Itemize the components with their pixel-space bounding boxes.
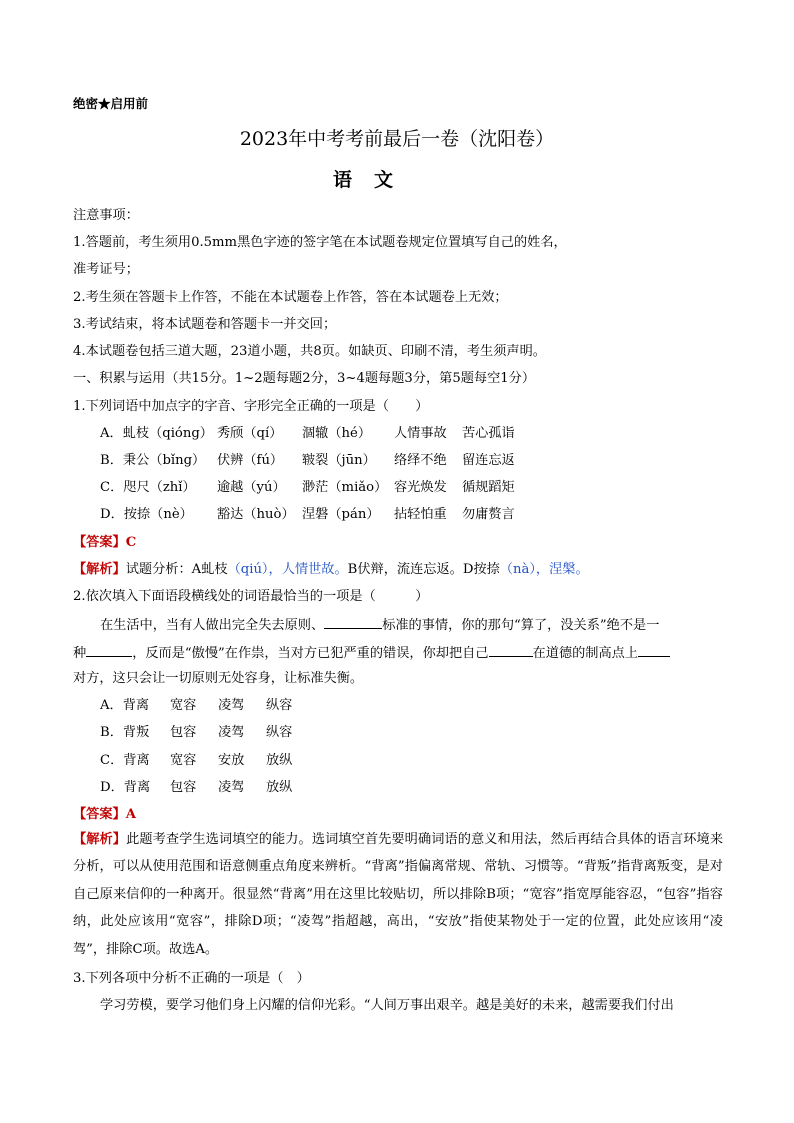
option-cell: 宽容: [170, 698, 197, 713]
fill-blank: [324, 614, 382, 629]
question-1-option-a: [100, 424, 515, 444]
option-cell: A．背离: [100, 698, 150, 713]
fill-blank: [638, 642, 670, 657]
option-cell: A．虬枝（qióng）: [100, 426, 213, 441]
question-2-option-a: [100, 696, 292, 716]
option-cell: 苦心孤诣: [462, 426, 515, 441]
option-cell: 逾越（yú）: [217, 480, 286, 495]
passage-text: 标准的事情，你的那句“算了，没关系”绝不是一: [382, 618, 660, 633]
analysis-tag: 【解析】: [73, 562, 126, 577]
option-cell: 人情事故: [394, 426, 447, 441]
analysis-text: B伏辩，流连忘返。D按捺: [347, 562, 500, 577]
answer-tag: 【答案】: [73, 807, 126, 822]
analysis-text: （qiú），人情世故。: [227, 562, 348, 577]
option-cell: 放纵: [266, 780, 293, 795]
option-cell: 凌驾: [218, 780, 245, 795]
question-2-answer: [73, 805, 136, 825]
notice-item: 2.考生须在答题卡上作答，不能在本试题卷上作答，答在本试题卷上无效；: [73, 290, 508, 305]
option-cell: 凌驾: [218, 698, 245, 713]
notice-item: 4.本试题卷包括三道大题，23道小题，共8页。如缺页、印刷不清，考生须声明。: [73, 344, 546, 359]
question-1-analysis: [73, 560, 589, 580]
option-cell: 容光焕发: [394, 480, 447, 495]
option-cell: 伏辨（fú）: [217, 453, 284, 468]
option-cell: 包容: [170, 780, 197, 795]
question-1-option-c: [100, 478, 515, 498]
option-cell: 循规蹈矩: [462, 480, 515, 495]
exam-title: 2023年中考考前最后一卷（沈阳卷）: [239, 128, 555, 150]
question-2-stem: 2.依次填入下面语段横线处的词语最恰当的一项是（ ）: [73, 589, 429, 604]
question-2-passage-line: 对方，这只会让一切原则无处容身，让标准失衡。: [73, 671, 364, 686]
option-cell: 渺茫（miǎo）: [302, 480, 388, 495]
passage-text: ，反而是“傲慢”在作祟，当对方已犯严重的错误，你却把自己: [132, 646, 489, 661]
option-cell: C．咫尺（zhǐ）: [100, 480, 196, 495]
option-cell: D．背离: [100, 780, 151, 795]
notice-item: 1.答题前，考生须用0.5mm黑色字迹的签字笔在本试题卷规定位置填写自己的姓名，: [73, 235, 567, 250]
passage-text: 在道德的制高点上: [532, 646, 639, 661]
option-cell: B．背叛: [100, 725, 150, 740]
question-3-passage: 学习劳模，要学习他们身上闪耀的信仰光彩。“人间万事出艰辛。越是美好的未来，越需要我们付出: [100, 998, 674, 1013]
option-cell: 拈轻怕重: [394, 507, 447, 522]
subject-title: 语文: [333, 169, 416, 191]
option-cell: 勿庸赘言: [462, 507, 515, 522]
option-cell: 留连忘返: [462, 453, 515, 468]
option-cell: 皲裂（jūn）: [302, 453, 376, 468]
question-1-stem: 1.下列词语中加点字的字音、字形完全正确的一项是（ ）: [73, 399, 429, 414]
passage-text: 种: [73, 646, 87, 661]
fill-blank: [86, 642, 132, 657]
option-cell: 安放: [218, 753, 245, 768]
option-cell: 凌驾: [218, 725, 245, 740]
option-cell: C．背离: [100, 753, 150, 768]
option-cell: 络绎不绝: [394, 453, 447, 468]
analysis-text: 试题分析：A虬枝: [125, 562, 228, 577]
confidential-label: 绝密★启用前: [73, 96, 149, 111]
question-2-option-b: [100, 723, 292, 743]
notice-item: 准考证号；: [73, 262, 139, 277]
passage-text: 在生活中，当有人做出完全失去原则、: [100, 618, 325, 633]
question-1-answer: [73, 533, 136, 553]
question-2-passage-line: [100, 614, 659, 636]
section-heading: 一、积累与运用（共15分。1~2题每题2分，3~4题每题3分，第5题每空1分）: [73, 371, 536, 386]
notice-item: 3.考试结束，将本试题卷和答题卡一并交回；: [73, 317, 337, 332]
question-2-option-c: [100, 751, 292, 771]
option-cell: 纵容: [266, 725, 293, 740]
option-cell: 涅磐（pán）: [302, 507, 380, 522]
option-cell: 豁达（huò）: [217, 507, 295, 522]
question-1-option-d: [100, 505, 515, 525]
option-cell: 宽容: [170, 753, 197, 768]
question-2-passage-line: [73, 642, 670, 664]
analysis-text: 此题考查学生选词填空的能力。选词填空首先要明确词语的意义和用法，然后再结合具体的语言环境来分析，可以从使用范围和语意侧重点角度来辨析。“背离”指偏离常规、常轨、习惯等。“背叛”指背离叛变，是对自己原来信仰的一种离开。很显然“背离”用在这里比较贴切，所以排除B项；“宽容”指宽厚能容忍，“包容”指容纳，此处应该用“宽容”，排除D项；“凌驾”指超越，高出，“安放”指使某物处于一定的位置，此处应该用“凌驾”，排除C项。故选A。: [73, 832, 724, 957]
answer-tag: 【答案】: [73, 535, 126, 550]
option-cell: 涸辙（hé）: [302, 426, 372, 441]
question-2-option-d: [100, 778, 292, 798]
option-cell: 纵容: [266, 698, 293, 713]
answer-value: C: [125, 535, 137, 550]
analysis-tag: 【解析】: [73, 832, 127, 847]
fill-blank: [489, 642, 533, 657]
option-cell: 放纵: [266, 753, 293, 768]
option-cell: B．秉公（bǐng）: [100, 453, 206, 468]
option-cell: 秀颀（qí）: [217, 426, 283, 441]
question-2-analysis: [73, 826, 723, 963]
question-3-stem: 3.下列各项中分析不正确的一项是（ ）: [73, 971, 310, 986]
notice-heading: 注意事项：: [73, 208, 139, 223]
option-cell: 包容: [170, 725, 197, 740]
question-1-option-b: [100, 451, 515, 471]
analysis-text: （nà），涅槃。: [499, 562, 589, 577]
option-cell: D．按捺（nè）: [100, 507, 193, 522]
answer-value: A: [125, 807, 136, 822]
